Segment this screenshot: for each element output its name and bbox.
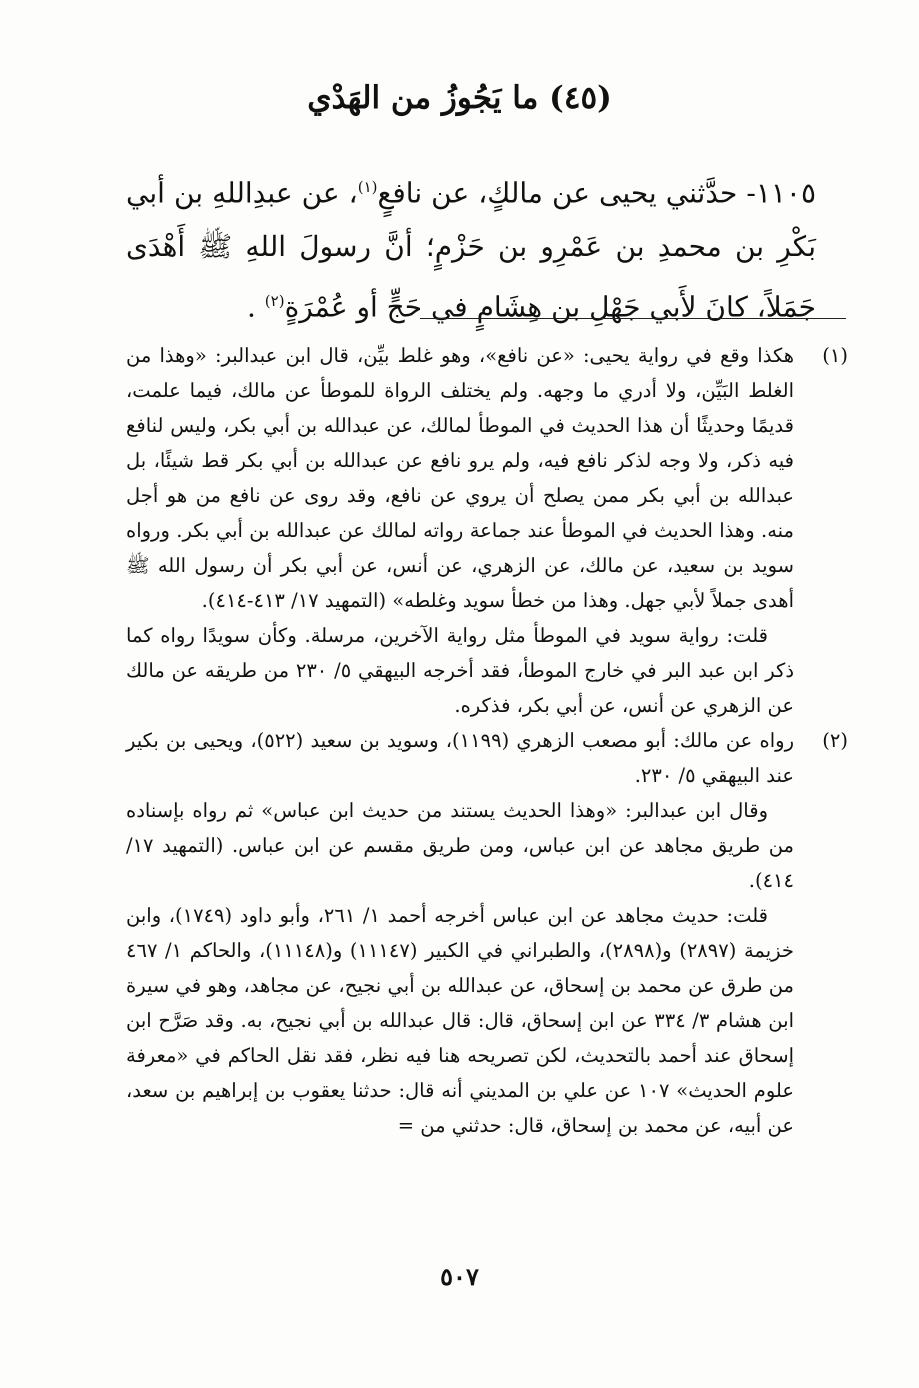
footnote-ref-2: (٢) (264, 292, 285, 311)
page-number: ٥٠٧ (440, 1262, 479, 1291)
footnote-1-paragraph-2: قلت: رواية سويد في الموطأ مثل رواية الآخرين، مرسلة. وكأن سويدًا رواه كما ذكر ابن عبد البر في خارج الموطأ، فقد أخرجه البيهقي ٥/ ٢٣٠ من طريقه عن مالك عن الزهري عن أنس، عن أبي بكر، فذكره. (126, 624, 795, 717)
hadith-text (126, 160, 816, 335)
hadith-end: . (246, 290, 265, 324)
footnote-1 (126, 338, 848, 723)
footnote-2-paragraph-2: وقال ابن عبدالبر: «وهذا الحديث يستند من حديث ابن عباس» ثم رواه بإسناده من طريق مجاهد عن ابن عباس، ومن طريق مقسم عن ابن عباس. (التمهيد ١٧/ ٤١٤). (126, 799, 794, 892)
footnote-2-paragraph-1: رواه عن مالك: أبو مصعب الزهري (١١٩٩)، وسويد بن سعيد (٥٢٢)، ويحيى بن بكير عند البيهقي ٥/ ٢٣٠. (126, 729, 794, 787)
footnote-2 (126, 723, 848, 1143)
hadith-text-part1: ١١٠٥- حدَّثني يحيى عن مالكٍ، عن نافعٍ (377, 176, 816, 210)
footnote-2-paragraph-3: قلت: حديث مجاهد عن ابن عباس أخرجه أحمد ١/ ٢٦١، وأبو داود (١٧٤٩)، وابن خزيمة (٢٨٩٧) و(٢٨٩٨)، والطبراني في الكبير (١١١٤٧) و(١١١٤٨)، والحاكم ١/ ٤٦٧ من طرق عن محمد بن إسحاق، عن عبدالله بن أبي نجيح، عن مجاهد، وهو في سيرة ابن هشام ٣/ ٣٣٤ عن ابن إسحاق، قال: قال عبدالله بن أبي نجيح، به. وقد صَرَّح ابن إسحاق عند أحمد بالتحديث، لكن تصريحه هنا فيه نظر، فقد نقل الحاكم في «معرفة علوم الحديث» ١٠٧ عن علي بن المديني أنه قال: حدثنا يعقوب بن إبراهيم بن سعد، عن أبيه، عن محمد بن إسحاق، قال: حدثني من = (126, 904, 794, 1137)
footnote-1-marker: (١) (822, 344, 848, 367)
footnote-separator (420, 318, 846, 319)
footnote-2-marker: (٢) (822, 729, 848, 752)
footnotes (126, 338, 848, 1143)
footnote-ref-1: (١) (357, 178, 378, 196)
chapter-title: (٤٥) ما يَجُوزُ من الهَدْي (307, 80, 612, 116)
footnote-1-paragraph-1: هكذا وقع في رواية يحيى: «عن نافع»، وهو غلط بيِّن، قال ابن عبدالبر: «وهذا من الغلط البَيِّن، ولا أدري ما وجهه. ولم يختلف الرواة للموطأ عن مالك، فيما علمت، قديمًا وحديثًا أن هذا الحديث في الموطأ لمالك، عن عبدالله بن أبي بكر، وليس لنافع فيه ذكر، ولا وجه لذكر نافع فيه، ولم يرو نافع عن عبدالله بن أبي بكر قط شيئًا، بل عبدالله بن أبي بكر ممن يصلح أن يروي عن نافع، وقد روى عن نافع من هو أجل منه. وهذا الحديث في الموطأ عند جماعة رواته لمالك عن عبدالله بن أبي بكر. ورواه سويد بن سعيد، عن مالك، عن الزهري، عن أنس، عن أبي بكر أن رسول الله ﷺ أهدى جملاً لأبي جهل. وهذا من خطأ سويد وغلطه» (التمهيد ١٧/ ٤١٣-٤١٤). (126, 344, 794, 612)
hadith-text-part2: ، عن عبدِاللهِ بن أبي بَكْرِ بن محمدِ بن عَمْرِو بن حَزْمٍ؛ أنَّ رسولَ اللهِ ﷺ أَهْدَى جَمَلاً، كانَ لأَبي جَهْلِ بن هِشَامٍ في حَجٍّ أو عُمْرَةٍ (126, 176, 816, 324)
